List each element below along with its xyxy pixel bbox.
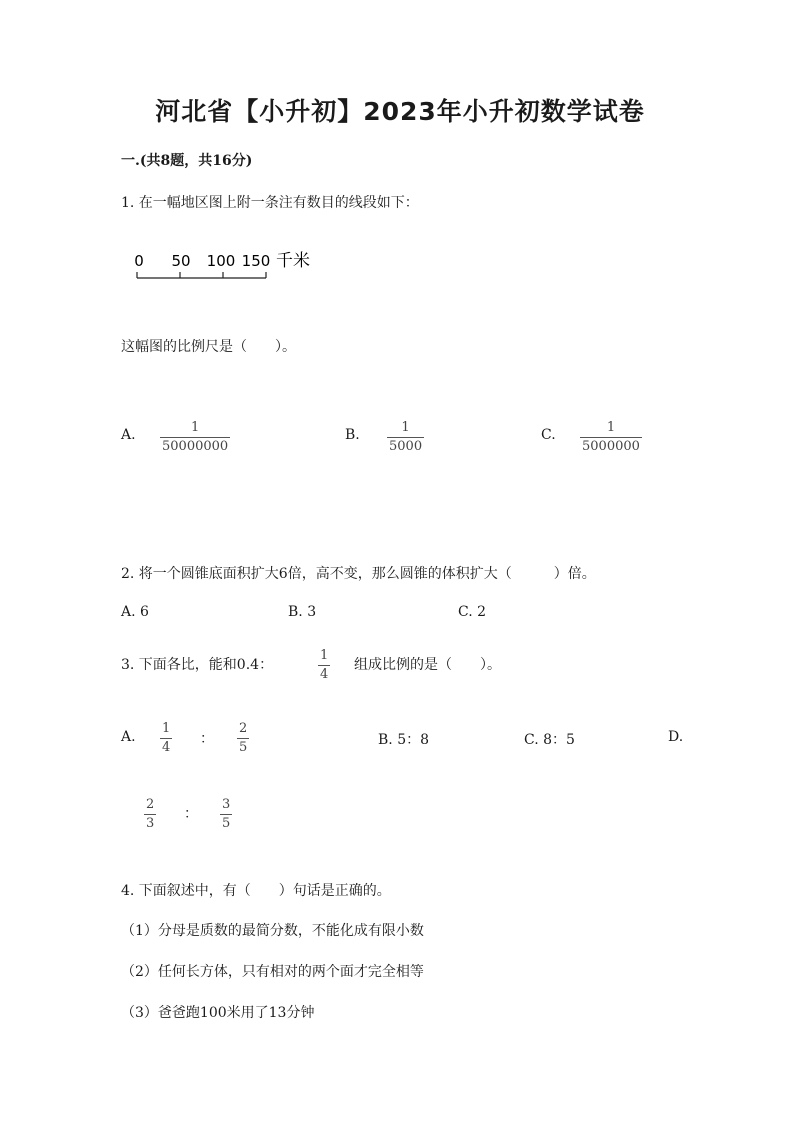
ratio-colon: ： (200, 731, 214, 747)
question-3-fraction (318, 648, 330, 683)
option-b-label: B. (345, 427, 360, 443)
option-a-label: A. (121, 729, 136, 745)
fraction-numerator: 2 (146, 797, 155, 812)
fraction-denominator: 5000000 (582, 439, 640, 454)
fraction-denominator: 5 (222, 816, 231, 831)
fraction-denominator: 4 (320, 667, 329, 682)
question-4-stem: 4. 下面叙述中，有（ ）句话是正确的。 (121, 883, 391, 899)
fraction-denominator: 5000 (389, 439, 423, 454)
scale-tick-label: 100 (206, 252, 236, 270)
ratio-colon: ： (184, 806, 198, 822)
option-a: A. 6 (121, 604, 149, 620)
fraction-denominator: 4 (162, 740, 171, 755)
fraction-numerator: 1 (320, 648, 329, 663)
fraction-bar (160, 738, 172, 739)
option-a-label: A. (121, 427, 136, 443)
scale-bar (126, 244, 336, 286)
scale-tick-label: 0 (134, 252, 144, 270)
fraction-bar (160, 437, 230, 438)
scale-tick-label: 50 (171, 252, 191, 270)
statement-3: （3）爸爸跑100米用了13分钟 (121, 1005, 315, 1021)
option-a-fraction-2 (237, 721, 249, 756)
fraction-bar (580, 437, 642, 438)
option-b: B. 3 (288, 604, 317, 620)
option-c: C. 8：5 (524, 732, 575, 748)
fraction-denominator: 3 (146, 816, 155, 831)
option-a-fraction-1 (160, 721, 172, 756)
scale-unit-label: 千米 (276, 251, 310, 271)
fraction-numerator: 1 (401, 420, 410, 435)
fraction-bar (387, 437, 424, 438)
question-2-stem: 2. 将一个圆锥底面积扩大6倍，高不变，那么圆锥的体积扩大（ ）倍。 (121, 566, 596, 582)
fraction-bar (237, 738, 249, 739)
fraction-numerator: 1 (606, 420, 616, 435)
option-b-fraction (387, 420, 424, 455)
option-a-fraction (160, 420, 230, 455)
fraction-denominator: 5 (239, 740, 248, 755)
fraction-numerator: 1 (190, 420, 200, 435)
option-d-label: D. (668, 729, 684, 745)
page-title: 河北省【小升初】2023年小升初数学试卷 (155, 97, 645, 126)
option-d-fraction-1 (144, 797, 156, 832)
question-3-stem-after: 组成比例的是（ ）。 (354, 657, 501, 673)
question-3-stem-before: 3. 下面各比，能和0.4： (121, 657, 274, 673)
fraction-bar (220, 814, 232, 815)
fraction-bar (318, 665, 330, 666)
option-b: B. 5：8 (378, 732, 430, 748)
fraction-denominator: 50000000 (162, 439, 229, 454)
option-c-fraction (580, 420, 642, 455)
option-c-label: C. (541, 427, 556, 443)
statement-2: （2）任何长方体，只有相对的两个面才完全相等 (121, 964, 424, 980)
option-d-fraction-2 (220, 797, 232, 832)
question-1-stem: 1. 在一幅地区图上附一条注有数目的线段如下： (121, 195, 419, 211)
option-c: C. 2 (458, 604, 487, 620)
fraction-numerator: 1 (162, 721, 171, 736)
fraction-numerator: 2 (239, 721, 248, 736)
scale-tick-label: 150 (241, 252, 271, 270)
fraction-numerator: 3 (222, 797, 231, 812)
question-1-prompt: 这幅图的比例尺是（ ）。 (121, 339, 296, 355)
section-heading: 一.(共8题，共16分) (121, 153, 253, 169)
statement-1: （1）分母是质数的最简分数，不能化成有限小数 (121, 923, 424, 939)
fraction-bar (144, 814, 156, 815)
